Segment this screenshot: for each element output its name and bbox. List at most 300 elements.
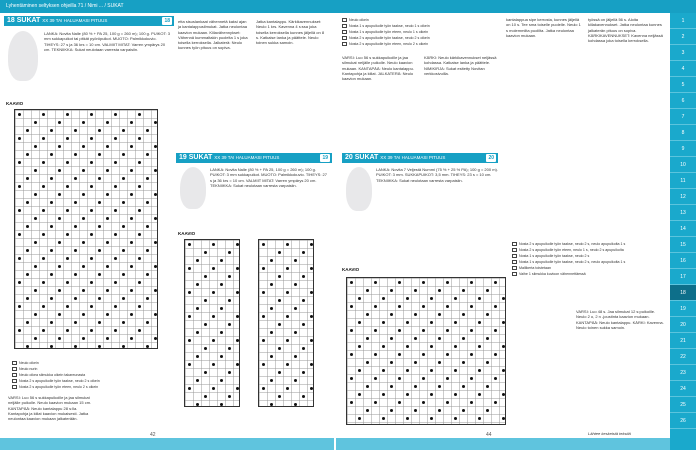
stitch-symbol-icon [98, 201, 101, 204]
stitch-symbol-icon [122, 345, 125, 348]
stitch-symbol-icon [98, 177, 101, 180]
stitch-symbol-icon [66, 281, 69, 284]
stitch-symbol-icon [302, 299, 305, 302]
stitch-symbol-icon [58, 289, 61, 292]
stitch-symbol-icon [470, 401, 473, 404]
stitch-symbol-icon [66, 233, 69, 236]
section-tab-4[interactable]: 4 [670, 61, 696, 77]
stitch-symbol-icon [90, 281, 93, 284]
stitch-symbol-icon [278, 395, 281, 398]
stitch-symbol-icon [212, 387, 215, 390]
stitch-symbol-icon [236, 339, 239, 342]
section-tabs [670, 13, 696, 450]
stitch-symbol-icon [82, 169, 85, 172]
stitch-symbol-icon [188, 339, 191, 342]
stitch-symbol-icon [212, 291, 215, 294]
stitch-symbol-icon [98, 297, 101, 300]
stitch-symbol-icon [446, 401, 449, 404]
stitch-symbol-icon [138, 161, 141, 164]
stitch-symbol-icon [478, 321, 481, 324]
stitch-symbol-icon [74, 345, 77, 348]
stitch-symbol-icon [146, 249, 149, 252]
stitch-symbol-icon [358, 393, 361, 396]
stitch-symbol-icon [42, 305, 45, 308]
legend-swatch-icon [342, 24, 347, 28]
stitch-symbol-icon [414, 313, 417, 316]
stitch-symbol-icon [382, 345, 385, 348]
stitch-symbol-icon [34, 193, 37, 196]
stitch-symbol-icon [470, 353, 473, 356]
section-tab-20[interactable]: 20 [670, 317, 696, 333]
stitch-symbol-icon [390, 385, 393, 388]
stitch-symbol-icon [82, 241, 85, 244]
stitch-symbol-icon [66, 137, 69, 140]
stitch-symbol-icon [146, 177, 149, 180]
stitch-symbol-icon [446, 281, 449, 284]
stitch-symbol-icon [196, 259, 199, 262]
stitch-symbol-icon [74, 177, 77, 180]
stitch-symbol-icon [486, 313, 489, 316]
sock-photo-20 [346, 167, 372, 211]
stitch-symbol-icon [278, 251, 281, 254]
stitch-symbol-icon [18, 185, 21, 188]
stitch-symbol-icon [18, 137, 21, 140]
stitch-symbol-icon [502, 417, 505, 420]
stitch-symbol-icon [414, 385, 417, 388]
stitch-symbol-icon [204, 323, 207, 326]
stitch-symbol-icon [82, 193, 85, 196]
stitch-symbol-icon [130, 145, 133, 148]
stitch-symbol-icon [42, 185, 45, 188]
stitch-symbol-icon [220, 307, 223, 310]
stitch-symbol-icon [146, 345, 149, 348]
stitch-symbol-icon [196, 403, 199, 406]
stitch-symbol-icon [414, 361, 417, 364]
stitch-symbol-icon [138, 281, 141, 284]
section-tab-9[interactable]: 9 [670, 141, 696, 157]
stitch-symbol-icon [188, 243, 191, 246]
stitch-symbol-icon [494, 329, 497, 332]
stitch-symbol-icon [114, 185, 117, 188]
page-number-right: 44 [486, 432, 492, 438]
pattern-20-title: 20 SUKAT [345, 154, 379, 161]
stitch-symbol-icon [382, 393, 385, 396]
stitch-symbol-icon [196, 307, 199, 310]
stitch-symbol-icon [414, 337, 417, 340]
stitch-symbol-icon [114, 329, 117, 332]
stitch-symbol-icon [478, 393, 481, 396]
stitch-symbol-icon [98, 129, 101, 132]
stitch-symbol-icon [82, 217, 85, 220]
stitch-symbol-icon [58, 121, 61, 124]
section-tab-2[interactable]: 2 [670, 29, 696, 45]
stitch-symbol-icon [262, 363, 265, 366]
stitch-symbol-icon [122, 249, 125, 252]
stitch-symbol-icon [74, 129, 77, 132]
stitch-symbol-icon [398, 281, 401, 284]
section-tab-25[interactable]: 25 [670, 397, 696, 413]
page-number-left: 42 [150, 432, 156, 438]
legend-swatch-icon [342, 30, 347, 34]
stitch-symbol-icon [146, 129, 149, 132]
stitch-symbol-icon [494, 353, 497, 356]
stitch-symbol-icon [212, 363, 215, 366]
stitch-symbol-icon [228, 323, 231, 326]
stitch-symbol-icon [278, 299, 281, 302]
stitch-symbol-icon [262, 291, 265, 294]
stitch-symbol-icon [106, 193, 109, 196]
stitch-symbol-icon [236, 291, 239, 294]
stitch-symbol-icon [406, 321, 409, 324]
stitch-symbol-icon [278, 347, 281, 350]
stitch-symbol-icon [398, 329, 401, 332]
stitch-symbol-icon [34, 289, 37, 292]
legend-item: Neulo oikein [12, 360, 172, 366]
stitch-symbol-icon [106, 241, 109, 244]
stitch-symbol-icon [398, 353, 401, 356]
section-tab-21[interactable]: 21 [670, 333, 696, 349]
stitch-symbol-icon [220, 403, 223, 406]
stitch-symbol-icon [382, 417, 385, 420]
stitch-symbol-icon [350, 377, 353, 380]
legend-swatch-icon [342, 18, 347, 22]
stitch-symbol-icon [106, 169, 109, 172]
stitch-symbol-icon [154, 337, 157, 340]
stitch-symbol-icon [494, 401, 497, 404]
stitch-symbol-icon [294, 379, 297, 382]
pattern-19-info: LANKA: Novita Nalle (80 % + PA 25, 100 g = 260 m); 100 g. PUIKOT: 3 mm sukkapuikot. MUOTO: Palmikkokuvio. TIHEYS: 27 s ja 36 krs = 10 cm. VALMIIT MITAT: Varren ympärys 20 cm. TEKNIIKKA: Sukat neulotaan varresta varpaisiin. [210, 167, 327, 188]
stitch-symbol-icon [438, 385, 441, 388]
section-tab-15[interactable]: 15 [670, 237, 696, 253]
stitch-symbol-icon [154, 121, 157, 124]
stitch-symbol-icon [278, 371, 281, 374]
legend-item: Nosta 2 s apupuikolle työn taakse, neulo 2 s oikein [12, 378, 172, 384]
stitch-symbol-icon [366, 337, 369, 340]
pattern-19-header [176, 153, 332, 163]
stitch-symbol-icon [204, 299, 207, 302]
stitch-symbol-icon [358, 321, 361, 324]
stitch-symbol-icon [106, 121, 109, 124]
stitch-symbol-icon [34, 121, 37, 124]
stitch-symbol-icon [212, 315, 215, 318]
stitch-symbol-icon [286, 243, 289, 246]
stitch-symbol-icon [90, 305, 93, 308]
right-text-d: työssä on jäljellä 56 s. Aloita kiilakavennukset. Jatka neulontaa kunnes jalkaterän pituus on sopiva. KÄRKIKAVENNUKSET: Kavenna neljässä kohdassa joka toisella kerroksella. [588, 17, 663, 44]
stitch-symbol-icon [310, 243, 313, 246]
stitch-symbol-icon [106, 145, 109, 148]
stitch-symbol-icon [462, 385, 465, 388]
stitch-symbol-icon [42, 281, 45, 284]
legend-swatch-icon [512, 272, 517, 276]
section-tab-10[interactable]: 10 [670, 157, 696, 173]
section-tab-16[interactable]: 16 [670, 253, 696, 269]
section-tab-14[interactable]: 14 [670, 221, 696, 237]
legend-item: Nosta 1 s apupuikolle työn taakse, neulo 2 s [512, 253, 662, 259]
stitch-symbol-icon [454, 297, 457, 300]
stitch-symbol-icon [502, 369, 505, 372]
stitch-symbol-icon [42, 329, 45, 332]
stitch-symbol-icon [262, 315, 265, 318]
stitch-symbol-icon [454, 345, 457, 348]
stitch-symbol-icon [90, 185, 93, 188]
stitch-symbol-icon [262, 387, 265, 390]
legend-item: Nosta 2 s apupuikolle työn eteen, neulo 1 s, neulo 2 s apupuikolta [512, 247, 662, 253]
stitch-symbol-icon [212, 243, 215, 246]
stitch-symbol-icon [196, 283, 199, 286]
section-tab-23[interactable]: 23 [670, 365, 696, 381]
stitch-symbol-icon [58, 313, 61, 316]
legend-item: Neulo oikea silmukka oikein takareunasta [12, 372, 172, 378]
stitch-symbol-icon [302, 371, 305, 374]
section-tab-12[interactable]: 12 [670, 189, 696, 205]
stitch-symbol-icon [486, 289, 489, 292]
pattern-19-badge: 19 [322, 155, 328, 161]
legend-item: Neulo nurin [12, 366, 172, 372]
stitch-symbol-icon [350, 353, 353, 356]
stitch-symbol-icon [50, 249, 53, 252]
stitch-symbol-icon [454, 321, 457, 324]
stitch-symbol-icon [406, 369, 409, 372]
legend-swatch-icon [12, 361, 17, 365]
stitch-symbol-icon [236, 243, 239, 246]
stitch-symbol-icon [286, 291, 289, 294]
stitch-symbol-icon [366, 385, 369, 388]
stitch-symbol-icon [294, 331, 297, 334]
stitch-symbol-icon [146, 297, 149, 300]
stitch-symbol-icon [270, 379, 273, 382]
chart-18-legend [12, 360, 172, 390]
stitch-symbol-icon [50, 273, 53, 276]
stitch-symbol-icon [42, 233, 45, 236]
stitch-symbol-icon [382, 297, 385, 300]
stitch-symbol-icon [478, 417, 481, 420]
stitch-symbol-icon [310, 315, 313, 318]
stitch-symbol-icon [114, 233, 117, 236]
legend-swatch-icon [342, 42, 347, 46]
stitch-symbol-icon [138, 329, 141, 332]
section-tab-24[interactable]: 24 [670, 381, 696, 397]
stitch-symbol-icon [138, 257, 141, 260]
stitch-symbol-icon [286, 387, 289, 390]
stitch-symbol-icon [430, 345, 433, 348]
stitch-symbol-icon [138, 233, 141, 236]
stitch-symbol-icon [470, 329, 473, 332]
stitch-symbol-icon [50, 129, 53, 132]
pattern-18-title: 18 SUKAT [7, 17, 41, 24]
stitch-symbol-icon [114, 305, 117, 308]
stitch-symbol-icon [374, 281, 377, 284]
stitch-symbol-icon [286, 267, 289, 270]
stitch-symbol-icon [350, 329, 353, 332]
right-bottom-strip [336, 438, 670, 450]
pattern-20-info: LANKA: Novita 7 Veljestä Nummi (75 % + 25 % PA); 100 g = 200 m). PUIKOT: 3 mm. SUKKAPUIKOT: 3,5 mm. TIHEYS: 23 s = 10 cm. TEKNIIKKA: Sukat neulotaan varresta varpaisiin. [376, 167, 498, 183]
legend-swatch-icon [512, 248, 517, 252]
stitch-symbol-icon [204, 395, 207, 398]
stitch-symbol-icon [446, 353, 449, 356]
stitch-symbol-icon [196, 379, 199, 382]
stitch-symbol-icon [34, 241, 37, 244]
section-tab-5[interactable]: 5 [670, 77, 696, 93]
stitch-symbol-icon [486, 409, 489, 412]
stitch-symbol-icon [294, 283, 297, 286]
section-tab-22[interactable]: 22 [670, 349, 696, 365]
stitch-symbol-icon [228, 395, 231, 398]
stitch-symbol-icon [228, 275, 231, 278]
stitch-symbol-icon [478, 369, 481, 372]
magazine-topbar [0, 0, 696, 13]
legend-swatch-icon [12, 379, 17, 383]
legend-item: Neulo oikein [342, 17, 492, 23]
stitch-symbol-icon [74, 153, 77, 156]
stitch-symbol-icon [204, 275, 207, 278]
stitch-symbol-icon [50, 153, 53, 156]
stitch-symbol-icon [220, 379, 223, 382]
stitch-symbol-icon [26, 177, 29, 180]
stitch-symbol-icon [228, 299, 231, 302]
stitch-symbol-icon [130, 337, 133, 340]
right-footer-note: Lähtee keskeistä tekstiä [588, 431, 631, 436]
pattern-20-header [342, 153, 498, 163]
stitch-symbol-icon [122, 201, 125, 204]
stitch-symbol-icon [204, 347, 207, 350]
stitch-symbol-icon [146, 321, 149, 324]
stitch-symbol-icon [212, 339, 215, 342]
stitch-symbol-icon [154, 265, 157, 268]
stitch-symbol-icon [34, 265, 37, 268]
legend-swatch-icon [512, 266, 517, 270]
stitch-symbol-icon [204, 371, 207, 374]
legend-item: Nosta 2 s apupuikolle työn eteen, neulo 2 s oikein [12, 384, 172, 390]
stitch-symbol-icon [390, 313, 393, 316]
left-bottom-strip [0, 438, 334, 450]
stitch-symbol-icon [130, 289, 133, 292]
stitch-symbol-icon [502, 321, 505, 324]
stitch-symbol-icon [58, 217, 61, 220]
section-tab-17[interactable]: 17 [670, 269, 696, 285]
stitch-symbol-icon [106, 313, 109, 316]
section-tab-19[interactable]: 19 [670, 301, 696, 317]
stitch-symbol-icon [130, 217, 133, 220]
stitch-symbol-icon [430, 417, 433, 420]
stitch-symbol-icon [82, 313, 85, 316]
stitch-symbol-icon [446, 377, 449, 380]
section-tab-6[interactable]: 6 [670, 93, 696, 109]
stitch-symbol-icon [270, 403, 273, 406]
stitch-symbol-icon [26, 201, 29, 204]
section-tab-7[interactable]: 7 [670, 109, 696, 125]
stitch-symbol-icon [414, 409, 417, 412]
section-tab-11[interactable]: 11 [670, 173, 696, 189]
legend-item: Nosta 1 s apupuikolle työn eteen, neulo 1 s oikein [342, 29, 492, 35]
stitch-symbol-icon [146, 225, 149, 228]
stitch-symbol-icon [188, 363, 191, 366]
stitch-symbol-icon [138, 305, 141, 308]
pattern-18-text-col3: Jatka kantalappu. Kärkikavennukset: Neulo 1 krs. Kavenna 4 s:ssa joka toisella kerroksella kunnes jäljellä on 8 s. Katkaise lanka ja päättele. Neulo toinen sukka samoin. [256, 19, 325, 46]
stitch-symbol-icon [366, 289, 369, 292]
stitch-symbol-icon [462, 289, 465, 292]
stitch-symbol-icon [212, 267, 215, 270]
section-tab-3[interactable]: 3 [670, 45, 696, 61]
stitch-symbol-icon [66, 209, 69, 212]
stitch-symbol-icon [430, 393, 433, 396]
stitch-symbol-icon [486, 337, 489, 340]
stitch-symbol-icon [26, 273, 29, 276]
stitch-symbol-icon [98, 153, 101, 156]
stitch-symbol-icon [58, 169, 61, 172]
stitch-symbol-icon [196, 355, 199, 358]
chart-20-grid [346, 277, 506, 425]
legend-item: Mallikerta toistetaan [512, 265, 662, 271]
stitch-symbol-icon [42, 113, 45, 116]
stitch-symbol-icon [188, 291, 191, 294]
stitch-symbol-icon [462, 409, 465, 412]
right-legend-top [342, 17, 492, 47]
stitch-symbol-icon [18, 257, 21, 260]
pattern-20-subtitle: XX 39 TAI HALUAMASI PITUUS [380, 155, 446, 160]
chart-20-label: KAAVIO [342, 267, 360, 272]
sock-photo-18 [8, 31, 38, 81]
legend-item: Vaihe 1 silmukka kuvioon vähennettäessä [512, 271, 662, 277]
stitch-symbol-icon [398, 401, 401, 404]
stitch-symbol-icon [122, 177, 125, 180]
section-tab-1[interactable]: 1 [670, 13, 696, 29]
stitch-symbol-icon [82, 337, 85, 340]
stitch-symbol-icon [462, 337, 465, 340]
stitch-symbol-icon [50, 177, 53, 180]
stitch-symbol-icon [220, 355, 223, 358]
stitch-symbol-icon [302, 323, 305, 326]
stitch-symbol-icon [502, 345, 505, 348]
section-tab-18[interactable]: 18 [670, 285, 696, 301]
stitch-symbol-icon [204, 251, 207, 254]
section-tab-8[interactable]: 8 [670, 125, 696, 141]
stitch-symbol-icon [422, 353, 425, 356]
stitch-symbol-icon [74, 225, 77, 228]
section-tab-26[interactable]: 26 [670, 413, 696, 429]
stitch-symbol-icon [42, 137, 45, 140]
stitch-symbol-icon [90, 137, 93, 140]
stitch-symbol-icon [366, 361, 369, 364]
section-tab-13[interactable]: 13 [670, 205, 696, 221]
stitch-symbol-icon [50, 201, 53, 204]
stitch-symbol-icon [90, 233, 93, 236]
pattern-19-subtitle: XX 39 TAI HALUAMASI PITUUS [214, 155, 280, 160]
stitch-symbol-icon [374, 353, 377, 356]
stitch-symbol-icon [98, 345, 101, 348]
stitch-symbol-icon [228, 251, 231, 254]
stitch-symbol-icon [430, 297, 433, 300]
stitch-symbol-icon [90, 257, 93, 260]
stitch-symbol-icon [74, 201, 77, 204]
stitch-symbol-icon [196, 331, 199, 334]
stitch-symbol-icon [90, 161, 93, 164]
stitch-symbol-icon [454, 369, 457, 372]
stitch-symbol-icon [58, 193, 61, 196]
stitch-symbol-icon [154, 241, 157, 244]
stitch-symbol-icon [82, 265, 85, 268]
stitch-symbol-icon [154, 313, 157, 316]
pattern-19-title: 19 SUKAT [179, 154, 213, 161]
stitch-symbol-icon [34, 337, 37, 340]
stitch-symbol-icon [188, 315, 191, 318]
stitch-symbol-icon [502, 297, 505, 300]
stitch-symbol-icon [462, 361, 465, 364]
stitch-symbol-icon [478, 297, 481, 300]
stitch-symbol-icon [278, 275, 281, 278]
stitch-symbol-icon [398, 305, 401, 308]
stitch-symbol-icon [98, 249, 101, 252]
stitch-symbol-icon [138, 113, 141, 116]
